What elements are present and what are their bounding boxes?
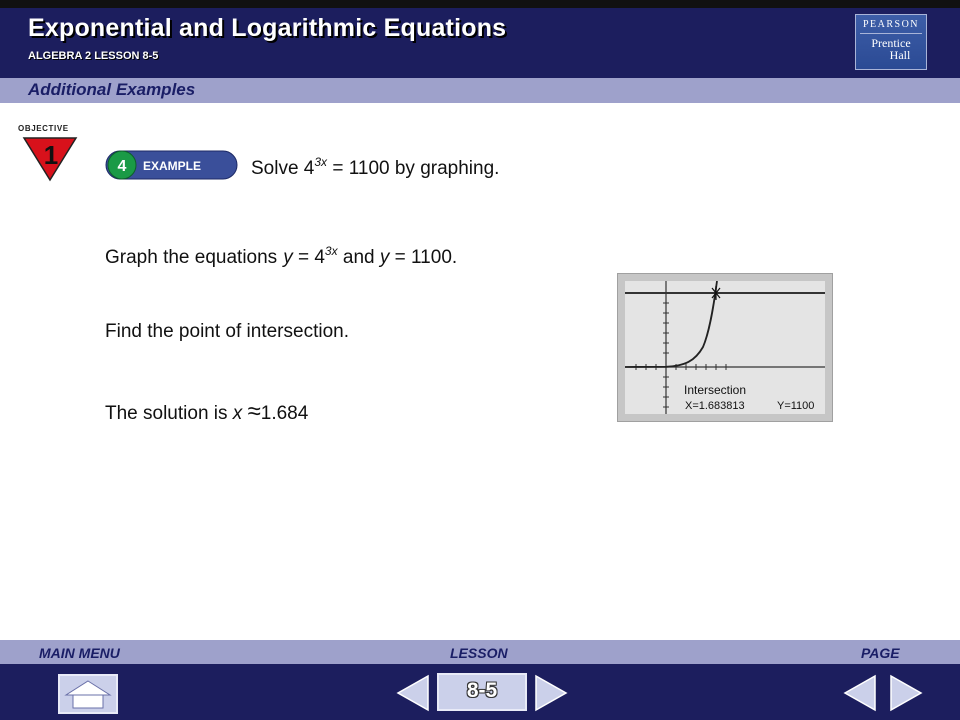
step3-prefix: The solution is	[105, 403, 233, 424]
pearson-logo	[855, 14, 927, 70]
lesson-nav-label: LESSON	[450, 645, 508, 661]
step3-var: x	[232, 403, 243, 424]
step-find-intersection: Find the point of intersection.	[105, 321, 349, 342]
triangle-left-icon	[845, 676, 875, 710]
problem-exponent: 3x	[314, 154, 328, 169]
step1-y1: y	[283, 247, 293, 268]
calculator-y-readout: Y=1100	[777, 400, 815, 412]
logo-prentice-text: Prentice	[871, 36, 911, 50]
logo-pearson-text: PEARSON	[860, 19, 922, 34]
step1-text: Graph the equations	[105, 247, 278, 268]
triangle-right-icon	[536, 676, 566, 710]
header-top-line	[0, 0, 960, 8]
calculator-intersection-label: Intersection	[684, 383, 747, 397]
calculator-screen	[625, 281, 825, 414]
objective-number: 1	[43, 140, 59, 170]
main-menu-label: MAIN MENU	[39, 645, 120, 661]
objective-label: OBJECTIVE	[18, 124, 69, 133]
approx-symbol: ≈	[247, 398, 261, 425]
lesson-next-button[interactable]	[533, 673, 569, 713]
lesson-previous-button[interactable]	[395, 673, 431, 713]
section-label: Additional Examples	[28, 80, 196, 99]
problem-statement	[251, 154, 500, 180]
page-next-button[interactable]	[888, 673, 924, 713]
home-icon	[60, 676, 116, 712]
problem-prefix: Solve 4	[251, 158, 315, 179]
calculator-graph-image	[617, 273, 833, 422]
step1-and: and	[337, 247, 380, 268]
lesson-number: 8-5	[466, 679, 498, 702]
example-number: 4	[117, 158, 127, 175]
step1-eq2: = 1100.	[389, 247, 458, 268]
lesson-subtitle: ALGEBRA 2 LESSON 8-5	[28, 50, 159, 62]
example-label: EXAMPLE	[143, 159, 202, 173]
step1-exp1: 3x	[324, 243, 338, 258]
objective-badge-icon	[22, 136, 78, 182]
calculator-x-readout: X=1.683813	[685, 400, 745, 412]
step-solution	[105, 398, 308, 426]
problem-suffix: = 1100 by graphing.	[327, 158, 500, 179]
page-nav-label: PAGE	[861, 645, 900, 661]
triangle-left-icon	[398, 676, 428, 710]
page-previous-button[interactable]	[842, 673, 878, 713]
step1-eq1: = 4	[292, 247, 325, 268]
step3-value: 1.684	[260, 403, 309, 424]
triangle-right-icon	[891, 676, 921, 710]
lesson-number-badge	[437, 673, 527, 711]
main-menu-home-button[interactable]	[58, 674, 118, 714]
logo-hall-text: Hall	[889, 48, 911, 62]
example-badge	[105, 148, 238, 182]
page-title: Exponential and Logarithmic Equations	[28, 14, 507, 42]
step-graph-equations	[105, 243, 458, 269]
step1-y2: y	[379, 247, 390, 268]
